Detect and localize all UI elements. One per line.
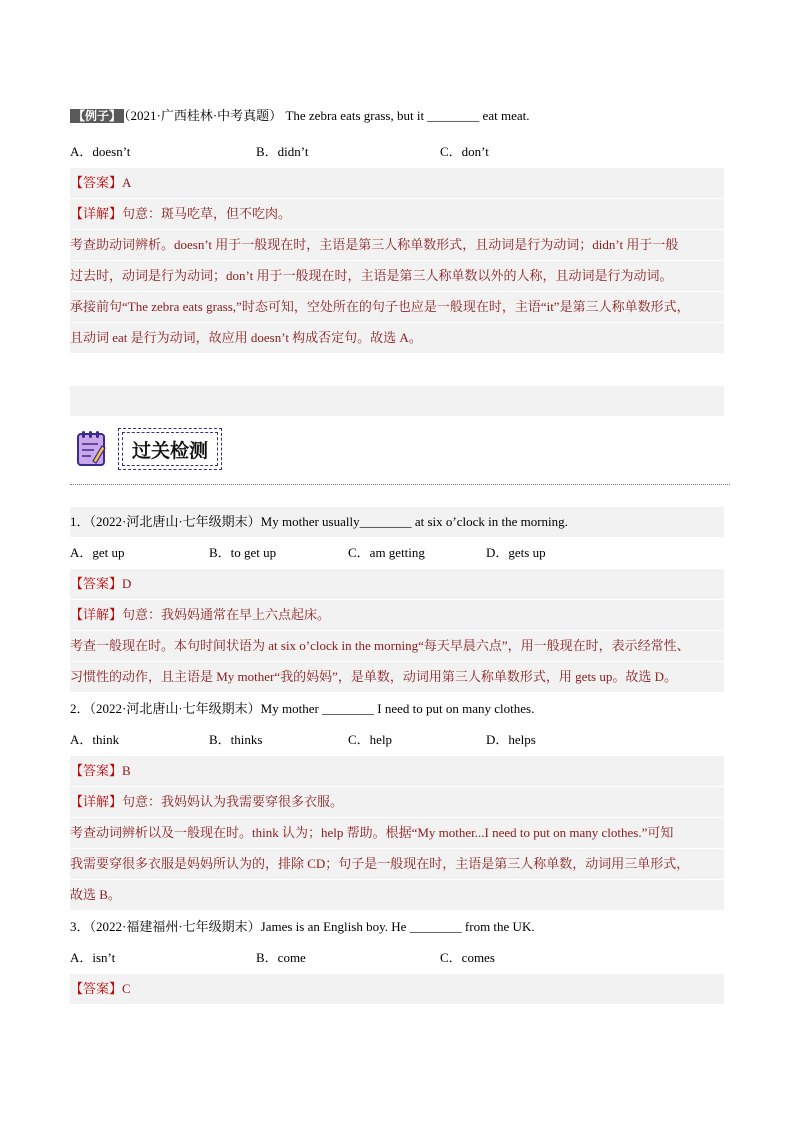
example-question [70, 101, 724, 131]
answer-tag: 【答案】 [70, 763, 123, 778]
example-source: （2021·广西桂林·中考真题） [124, 108, 283, 123]
example-option-c: C．don’t [440, 144, 489, 159]
q2-option-c: C．help [348, 732, 393, 747]
answer-value: B [122, 763, 131, 778]
answer-tag: 【答案】 [70, 981, 123, 996]
example-option-b: B．didn’t [256, 144, 309, 159]
question-3-answer [70, 974, 724, 1004]
example-tag: 【例子】 [70, 109, 124, 123]
question-1-detail-2: 考查一般现在时。本句时间状语为 at six o’clock in the morning“每天早晨六点”，用一般现在时，表示经常性、 [70, 631, 724, 661]
section-title: 过关检测 [122, 432, 218, 466]
q2-option-d: D．helps [486, 732, 536, 747]
question-3-stem: 3．（2022·福建福州·七年级期末）James is an English boy. He ________ from the UK. [70, 919, 535, 934]
q1-option-b: B．to get up [209, 545, 277, 560]
question-1-detail-1 [70, 600, 724, 630]
q1-option-d: D．gets up [486, 545, 546, 560]
q3-option-c: C．comes [440, 950, 495, 965]
example-stem: The zebra eats grass, but it ________ eat meat. [285, 108, 530, 123]
question-1-answer [70, 569, 724, 599]
question-2-options [70, 725, 724, 755]
detail-tag: 【详解】 [70, 607, 123, 622]
detail-text: 句意：我妈妈认为我需要穿很多衣服。 [122, 794, 344, 809]
detail-text: 句意：我妈妈通常在早上六点起床。 [122, 607, 331, 622]
example-detail-1 [70, 199, 724, 229]
question-1-detail-3: 习惯性的动作，且主语是 My mother“我的妈妈”，是单数，动词用第三人称单数形式，用 gets up。故选 D。 [70, 662, 724, 692]
section-title-box [118, 428, 222, 470]
question-1-stem: 1．（2022·河北唐山·七年级期末）My mother usually________ at six o’clock in the morning. [70, 507, 724, 537]
detail-text: 句意：斑马吃草，但不吃肉。 [122, 206, 292, 221]
q2-option-b: B．thinks [209, 732, 263, 747]
question-3-options [70, 943, 724, 973]
example-options [70, 137, 724, 167]
q1-option-a: A．get up [70, 545, 125, 560]
question-2-detail-2: 考查动词辨析以及一般现在时。think 认为；help 帮助。根据“My mother...I need to put on many clothes.”可知 [70, 818, 724, 848]
detail-tag: 【详解】 [70, 794, 123, 809]
section-bar [70, 386, 724, 416]
q3-option-a: A．isn’t [70, 950, 116, 965]
example-detail-3: 过去时，动词是行为动词；don’t 用于一般现在时，主语是第三人称单数以外的人称，且动词是行为动词。 [70, 261, 724, 291]
q1-option-c: C．am getting [348, 545, 425, 560]
example-detail-2: 考查助动词辨析。doesn’t 用于一般现在时，主语是第三人称单数形式，且动词是行为动词；didn’t 用于一般 [70, 230, 724, 260]
answer-value: D [122, 576, 132, 591]
example-option-a: A．doesn’t [70, 144, 131, 159]
question-1-options [70, 538, 724, 568]
example-detail-5: 且动词 eat 是行为动词，故应用 doesn’t 构成否定句。故选 A。 [70, 323, 724, 353]
answer-value: C [122, 981, 131, 996]
question-2-detail-1 [70, 787, 724, 817]
question-2-answer [70, 756, 724, 786]
detail-tag: 【详解】 [70, 206, 123, 221]
question-2-stem: 2．（2022·河北唐山·七年级期末）My mother ________ I need to put on many clothes. [70, 701, 535, 716]
answer-tag: 【答案】 [70, 175, 123, 190]
question-2-detail-3: 我需要穿很多衣服是妈妈所认为的，排除 CD；句子是一般现在时，主语是第三人称单数，动词用三单形式， [70, 849, 724, 879]
example-detail-4: 承接前句“The zebra eats grass,”时态可知，空处所在的句子也应是一般现在时，主语“it”是第三人称单数形式， [70, 292, 724, 322]
example-answer [70, 168, 724, 198]
question-2-detail-4: 故选 B。 [70, 880, 724, 910]
q3-option-b: B．come [256, 950, 306, 965]
section-divider [70, 484, 730, 485]
notepad-icon [76, 430, 106, 466]
answer-value: A [122, 175, 132, 190]
q2-option-a: A．think [70, 732, 120, 747]
answer-tag: 【答案】 [70, 576, 123, 591]
